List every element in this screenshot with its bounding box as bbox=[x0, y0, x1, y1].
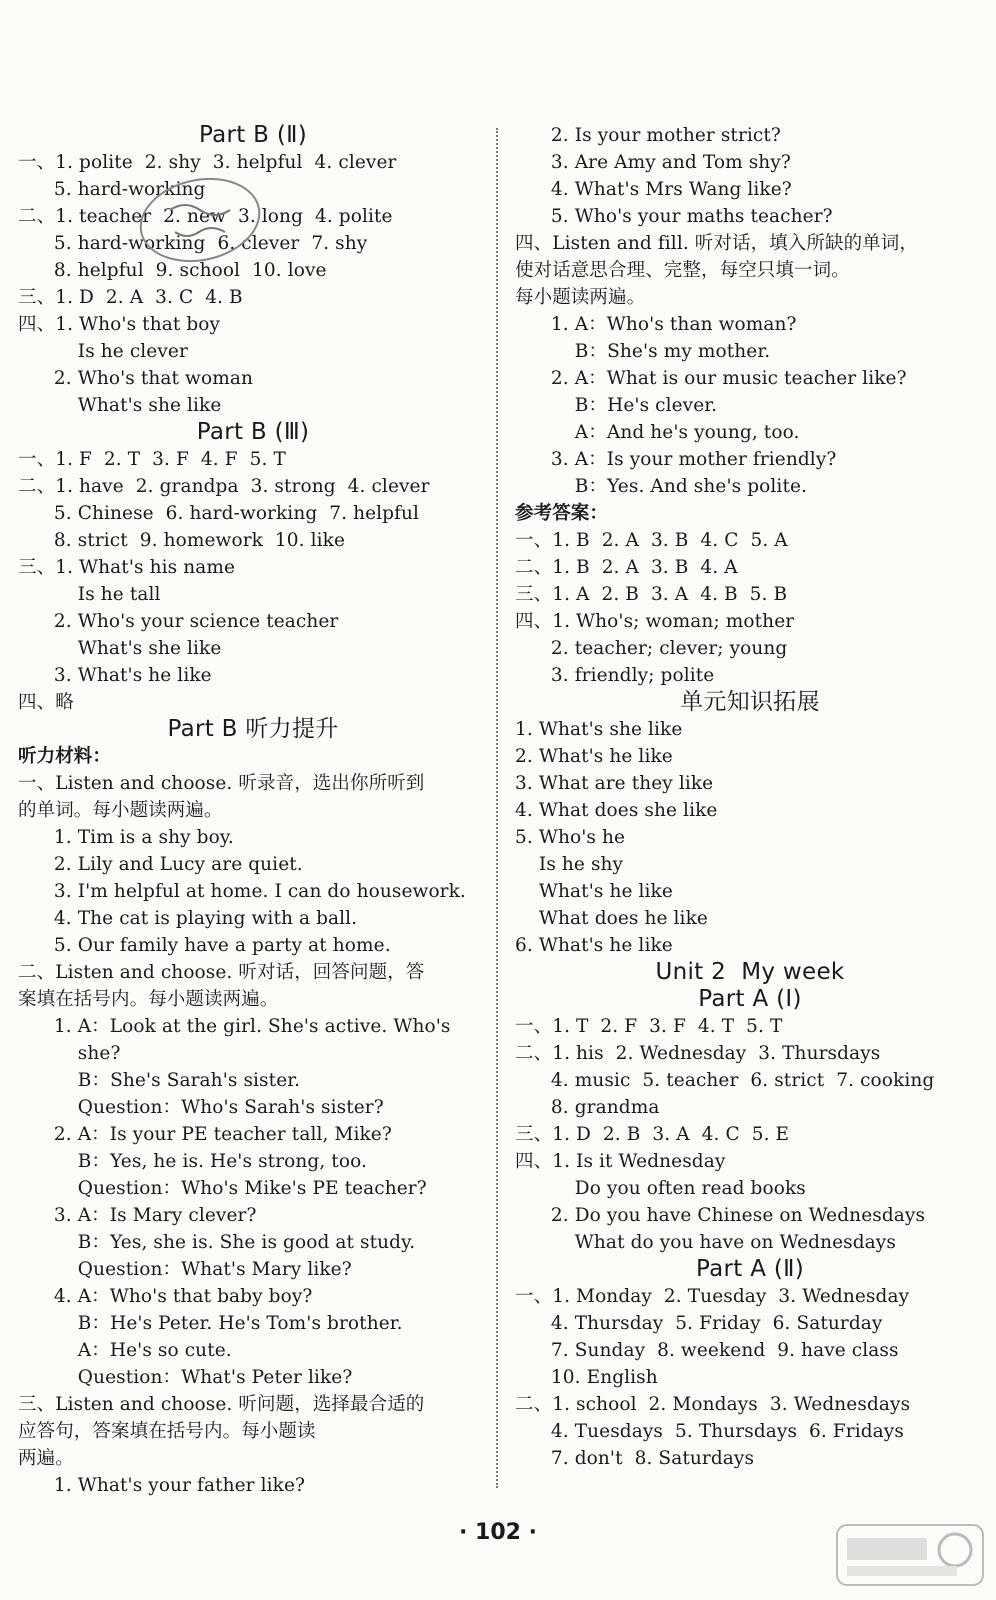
text-line: B：Yes. And she's polite. bbox=[515, 476, 808, 497]
text-line: 2. A：What is our music teacher like? bbox=[515, 368, 907, 389]
text-line: 8. grandma bbox=[515, 1097, 660, 1118]
text-line: What does he like bbox=[515, 908, 708, 929]
text-line: 2. A：Is your PE teacher tall, Mike? bbox=[18, 1124, 392, 1145]
text-line: 每小题读两遍。 bbox=[515, 287, 646, 308]
text-line: 一、Listen and choose. 听录音，选出你所听到 bbox=[18, 773, 425, 794]
text-line: 7. Sunday 8. weekend 9. have class bbox=[515, 1340, 899, 1361]
text-line: B：He's clever. bbox=[515, 395, 718, 416]
text-line: What's he like bbox=[515, 881, 673, 902]
text-line: 的单词。每小题读两遍。 bbox=[18, 800, 223, 821]
text-line: 3. What's he like bbox=[18, 665, 212, 686]
text-line: 2. Lily and Lucy are quiet. bbox=[18, 854, 303, 875]
text-line: B：She's my mother. bbox=[515, 341, 771, 362]
text-line: Do you often read books bbox=[515, 1178, 806, 1199]
text-line: B：Yes, he is. He's strong, too. bbox=[18, 1151, 367, 1172]
site-logo bbox=[835, 1520, 985, 1590]
section-heading: Unit 2 My week bbox=[655, 959, 845, 985]
text-line: she? bbox=[18, 1043, 121, 1064]
text-line: 一、1. B 2. A 3. B 4. C 5. A bbox=[515, 530, 788, 551]
text-line: 二、1. B 2. A 3. B 4. A bbox=[515, 557, 738, 578]
column-divider bbox=[496, 128, 498, 1488]
text-line: What's she like bbox=[18, 638, 222, 659]
text-line: 2. What's he like bbox=[515, 746, 673, 767]
text-line: 1. A：Who's than woman? bbox=[515, 314, 797, 335]
text-line: 1. A：Look at the girl. She's active. Who's bbox=[18, 1016, 451, 1037]
text-line: 4. Tuesdays 5. Thursdays 6. Fridays bbox=[515, 1421, 904, 1442]
text-line: 8. helpful 9. school 10. love bbox=[18, 260, 327, 281]
text-line: 4. A：Who's that baby boy? bbox=[18, 1286, 313, 1307]
text-line: 5. Who's your maths teacher? bbox=[515, 206, 833, 227]
text-line: 四、略 bbox=[18, 692, 74, 713]
text-line: 二、1. teacher 2. new 3. long 4. polite bbox=[18, 206, 393, 227]
text-line: 两遍。 bbox=[18, 1448, 74, 1469]
text-line: Question：What's Mary like? bbox=[18, 1259, 352, 1280]
section-heading: Part B (Ⅲ) bbox=[196, 419, 310, 445]
section-heading: 单元知识拓展 bbox=[680, 689, 820, 715]
text-line: Is he shy bbox=[515, 854, 624, 875]
text-line: 2. teacher; clever; young bbox=[515, 638, 788, 659]
page-number: · 102 · bbox=[459, 1520, 537, 1545]
text-line: 3. friendly; polite bbox=[515, 665, 715, 686]
text-line: 4. Thursday 5. Friday 6. Saturday bbox=[515, 1313, 883, 1334]
text-line: B：He's Peter. He's Tom's brother. bbox=[18, 1313, 403, 1334]
text-line: 3. What are they like bbox=[515, 773, 714, 794]
text-line: 使对话意思合理、完整，每空只填一词。 bbox=[515, 260, 850, 281]
text-line: 参考答案： bbox=[515, 503, 609, 524]
text-line: 二、1. his 2. Wednesday 3. Thursdays bbox=[515, 1043, 881, 1064]
text-line: 四、1. Who's; woman; mother bbox=[515, 611, 795, 632]
text-line: B：Yes, she is. She is good at study. bbox=[18, 1232, 416, 1253]
text-line: 3. I'm helpful at home. I can do housework. bbox=[18, 881, 466, 902]
section-heading: Part B (Ⅱ) bbox=[198, 122, 308, 148]
text-line: 三、1. What's his name bbox=[18, 557, 236, 578]
text-line: 5. Who's he bbox=[515, 827, 626, 848]
text-line: 二、Listen and choose. 听对话，回答问题，答 bbox=[18, 962, 425, 983]
text-line: 4. What's Mrs Wang like? bbox=[515, 179, 792, 200]
text-line: 四、1. Is it Wednesday bbox=[515, 1151, 726, 1172]
text-line: Question：What's Peter like? bbox=[18, 1367, 353, 1388]
text-line: 三、1. D 2. B 3. A 4. C 5. E bbox=[515, 1124, 790, 1145]
text-line: 1. Tim is a shy boy. bbox=[18, 827, 234, 848]
text-line: 三、Listen and choose. 听问题，选择最合适的 bbox=[18, 1394, 425, 1415]
text-line: 4. What does she like bbox=[515, 800, 718, 821]
text-line: 四、1. Who's that boy bbox=[18, 314, 221, 335]
text-line: 三、1. D 2. A 3. C 4. B bbox=[18, 287, 243, 308]
text-line: 5. Our family have a party at home. bbox=[18, 935, 391, 956]
section-heading: Part A (Ⅱ) bbox=[695, 1256, 805, 1282]
text-line: 一、1. polite 2. shy 3. helpful 4. clever bbox=[18, 152, 397, 173]
section-heading: Part B 听力提升 bbox=[167, 716, 339, 742]
text-line: 6. What's he like bbox=[515, 935, 673, 956]
text-line: 7. don't 8. Saturdays bbox=[515, 1448, 755, 1469]
text-line: 一、1. T 2. F 3. F 4. T 5. T bbox=[515, 1016, 783, 1037]
text-line: What do you have on Wednesdays bbox=[515, 1232, 896, 1253]
text-line: 四、Listen and fill. 听对话，填入所缺的单词， bbox=[515, 233, 919, 254]
text-line: 2. Do you have Chinese on Wednesdays bbox=[515, 1205, 926, 1226]
text-line: A：And he's young, too. bbox=[515, 422, 800, 443]
text-line: Is he tall bbox=[18, 584, 161, 605]
text-line: 5. hard-working 6. clever 7. shy bbox=[18, 233, 368, 254]
text-line: 1. What's your father like? bbox=[18, 1475, 306, 1496]
text-line: 8. strict 9. homework 10. like bbox=[18, 530, 346, 551]
text-line: 二、1. have 2. grandpa 3. strong 4. clever bbox=[18, 476, 430, 497]
text-line: 听力材料： bbox=[18, 746, 112, 767]
text-line: 2. Who's that woman bbox=[18, 368, 253, 389]
text-line: B：She's Sarah's sister. bbox=[18, 1070, 301, 1091]
text-line: Question：Who's Mike's PE teacher? bbox=[18, 1178, 427, 1199]
text-line: 4. The cat is playing with a ball. bbox=[18, 908, 358, 929]
text-line: 三、1. A 2. B 3. A 4. B 5. B bbox=[515, 584, 788, 605]
text-line: 二、1. school 2. Mondays 3. Wednesdays bbox=[515, 1394, 911, 1415]
text-line: 一、1. F 2. T 3. F 4. F 5. T bbox=[18, 449, 286, 470]
text-line: 2. Who's your science teacher bbox=[18, 611, 339, 632]
text-line: 一、1. Monday 2. Tuesday 3. Wednesday bbox=[515, 1286, 910, 1307]
text-line: Is he clever bbox=[18, 341, 188, 362]
text-line: A：He's so cute. bbox=[18, 1340, 232, 1361]
text-line: 5. Chinese 6. hard-working 7. helpful bbox=[18, 503, 420, 524]
text-line: 应答句，答案填在括号内。每小题读 bbox=[18, 1421, 316, 1442]
text-line: 3. A：Is Mary clever? bbox=[18, 1205, 257, 1226]
text-line: 3. Are Amy and Tom shy? bbox=[515, 152, 791, 173]
text-line: 3. A：Is your mother friendly? bbox=[515, 449, 837, 470]
text-line: 案填在括号内。每小题读两遍。 bbox=[18, 989, 279, 1010]
section-heading: Part A (Ⅰ) bbox=[698, 986, 802, 1012]
text-line: 5. hard-working bbox=[18, 179, 206, 200]
text-line: Question：Who's Sarah's sister? bbox=[18, 1097, 384, 1118]
text-line: 1. What's she like bbox=[515, 719, 683, 740]
text-line: 4. music 5. teacher 6. strict 7. cooking bbox=[515, 1070, 935, 1091]
text-line: 10. English bbox=[515, 1367, 658, 1388]
handwritten-stamp bbox=[130, 170, 270, 270]
text-line: What's she like bbox=[18, 395, 222, 416]
text-line: 2. Is your mother strict? bbox=[515, 125, 781, 146]
